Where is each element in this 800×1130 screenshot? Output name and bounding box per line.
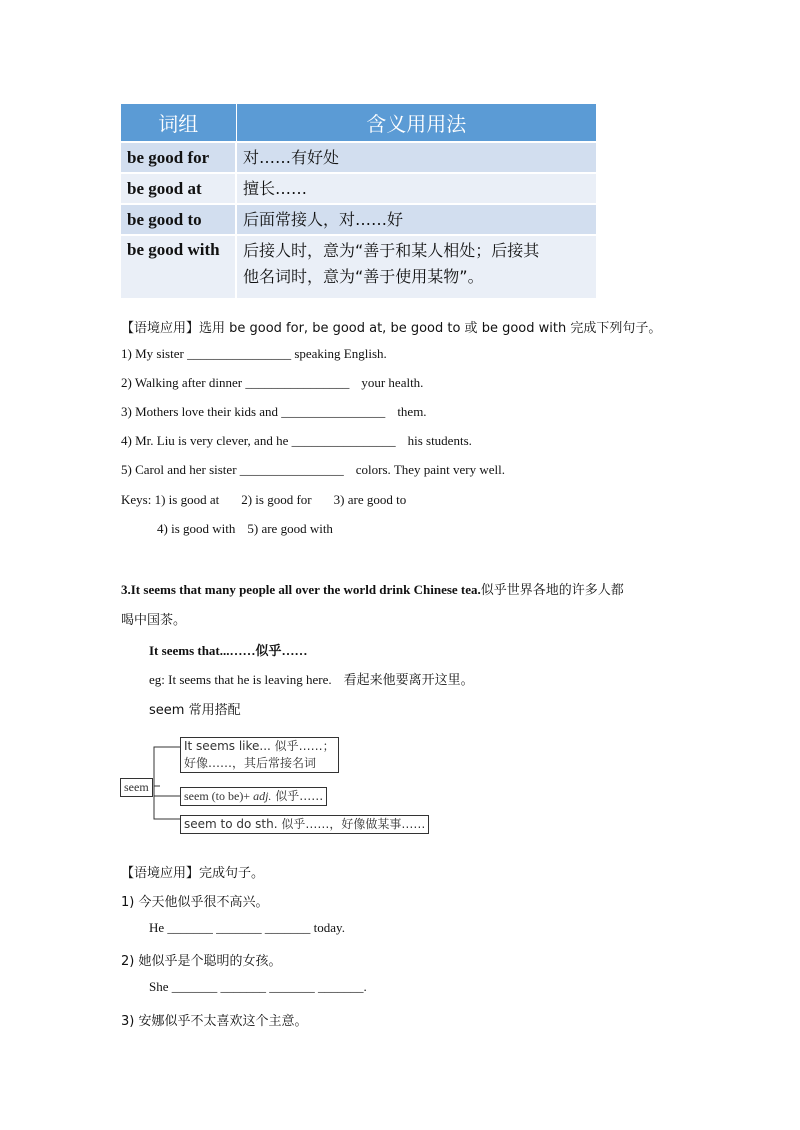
collocation-box-3: seem to do sth. 似乎……，好像做某事…… <box>180 815 429 834</box>
item-text-after: colors. They paint very well. <box>355 462 506 477</box>
exercise-1-item-5 <box>121 462 505 478</box>
box2-pre: seem (to be)+ <box>184 789 254 803</box>
section-3-heading <box>121 579 624 598</box>
item-text: 3) Mothers love their kids and ________________ <box>121 404 386 419</box>
key-5: 5) are good with <box>247 521 333 536</box>
exercise-2-intro: 【语境应用】完成句子。 <box>121 866 265 881</box>
exercise-1-item-2 <box>121 375 423 391</box>
heading-en: 3.It seems that many people all over the world drink Chinese tea. <box>121 582 481 597</box>
box1-line-1: It seems like... 似乎……； <box>184 739 335 753</box>
seem-root-box: seem <box>120 778 153 797</box>
exercise-1-item-1 <box>121 346 387 362</box>
section-3-heading-cont: 喝中国茶。 <box>121 613 187 628</box>
exercise-1-item-4 <box>121 433 472 449</box>
collocation-box-1 <box>180 737 339 773</box>
collocation-box-2 <box>180 787 327 806</box>
phrase-cell: be good with <box>121 235 236 298</box>
key-label: Keys: 1) is good at <box>121 492 220 507</box>
exercise-1-intro: 【语境应用】选用 be good for, be good at, be good to 或 be good with 完成下列句子。 <box>121 321 662 336</box>
example-en: eg: It seems that he is leaving here. <box>149 672 332 687</box>
meaning-cell: 对……有好处 <box>236 142 596 173</box>
key-3: 3) are good to <box>333 492 407 507</box>
item-text-after: your health. <box>361 375 424 390</box>
table-header-row <box>121 104 596 142</box>
box2-post: 似乎…… <box>271 789 324 803</box>
answer-keys-line-2 <box>157 521 333 537</box>
table-row <box>121 142 596 173</box>
phrase-cell: be good to <box>121 204 236 235</box>
box1-line-2: 好像……，其后常接名词 <box>184 756 317 770</box>
pattern-line: It seems that...……似乎…… <box>149 643 308 658</box>
item-text-after: his students. <box>407 433 472 448</box>
exercise-2-question-3: 3) 安娜似乎不太喜欢这个主意。 <box>121 1014 308 1029</box>
exercise-1-item-3 <box>121 404 427 420</box>
example-zh: 看起来他要离开这里。 <box>343 673 474 688</box>
table-row <box>121 235 596 298</box>
seem-collocations-label: seem 常用搭配 <box>149 703 241 718</box>
key-2: 2) is good for <box>241 492 312 507</box>
example-line <box>149 669 474 688</box>
meaning-line-1: 后接人时，意为“善于和某人相处；后接其 <box>243 241 540 260</box>
header-phrase: 词组 <box>121 104 236 142</box>
table-row <box>121 173 596 204</box>
box2-adj: adj. <box>253 789 272 803</box>
meaning-cell: 后面常接人，对……好 <box>236 204 596 235</box>
item-text-after: them. <box>397 404 427 419</box>
header-meaning: 含义用用法 <box>236 104 596 142</box>
meaning-cell <box>236 235 596 298</box>
item-text: 2) Walking after dinner ________________ <box>121 375 350 390</box>
table-row <box>121 204 596 235</box>
key-4: 4) is good with <box>157 521 236 536</box>
phrase-cell: be good for <box>121 142 236 173</box>
answer-keys-line-1 <box>121 492 406 508</box>
meaning-line-2: 他名词时，意为“善于使用某物”。 <box>243 267 484 286</box>
heading-zh: 似乎世界各地的许多人都 <box>480 583 624 598</box>
exercise-2-question-1: 1) 今天他似乎很不高兴。 <box>121 895 269 910</box>
exercise-2-answer-1: He _______ _______ _______ today. <box>149 920 345 935</box>
item-text: 5) Carol and her sister ________________ <box>121 462 344 477</box>
item-text: 1) My sister ________________ speaking English. <box>121 346 387 361</box>
phrase-cell: be good at <box>121 173 236 204</box>
phrase-table <box>121 104 596 298</box>
meaning-cell: 擅长…… <box>236 173 596 204</box>
item-text: 4) Mr. Liu is very clever, and he ________________ <box>121 433 396 448</box>
exercise-2-answer-2: She _______ _______ _______ _______. <box>149 979 367 994</box>
exercise-2-question-2: 2) 她似乎是个聪明的女孩。 <box>121 954 282 969</box>
seem-diagram <box>118 734 458 840</box>
